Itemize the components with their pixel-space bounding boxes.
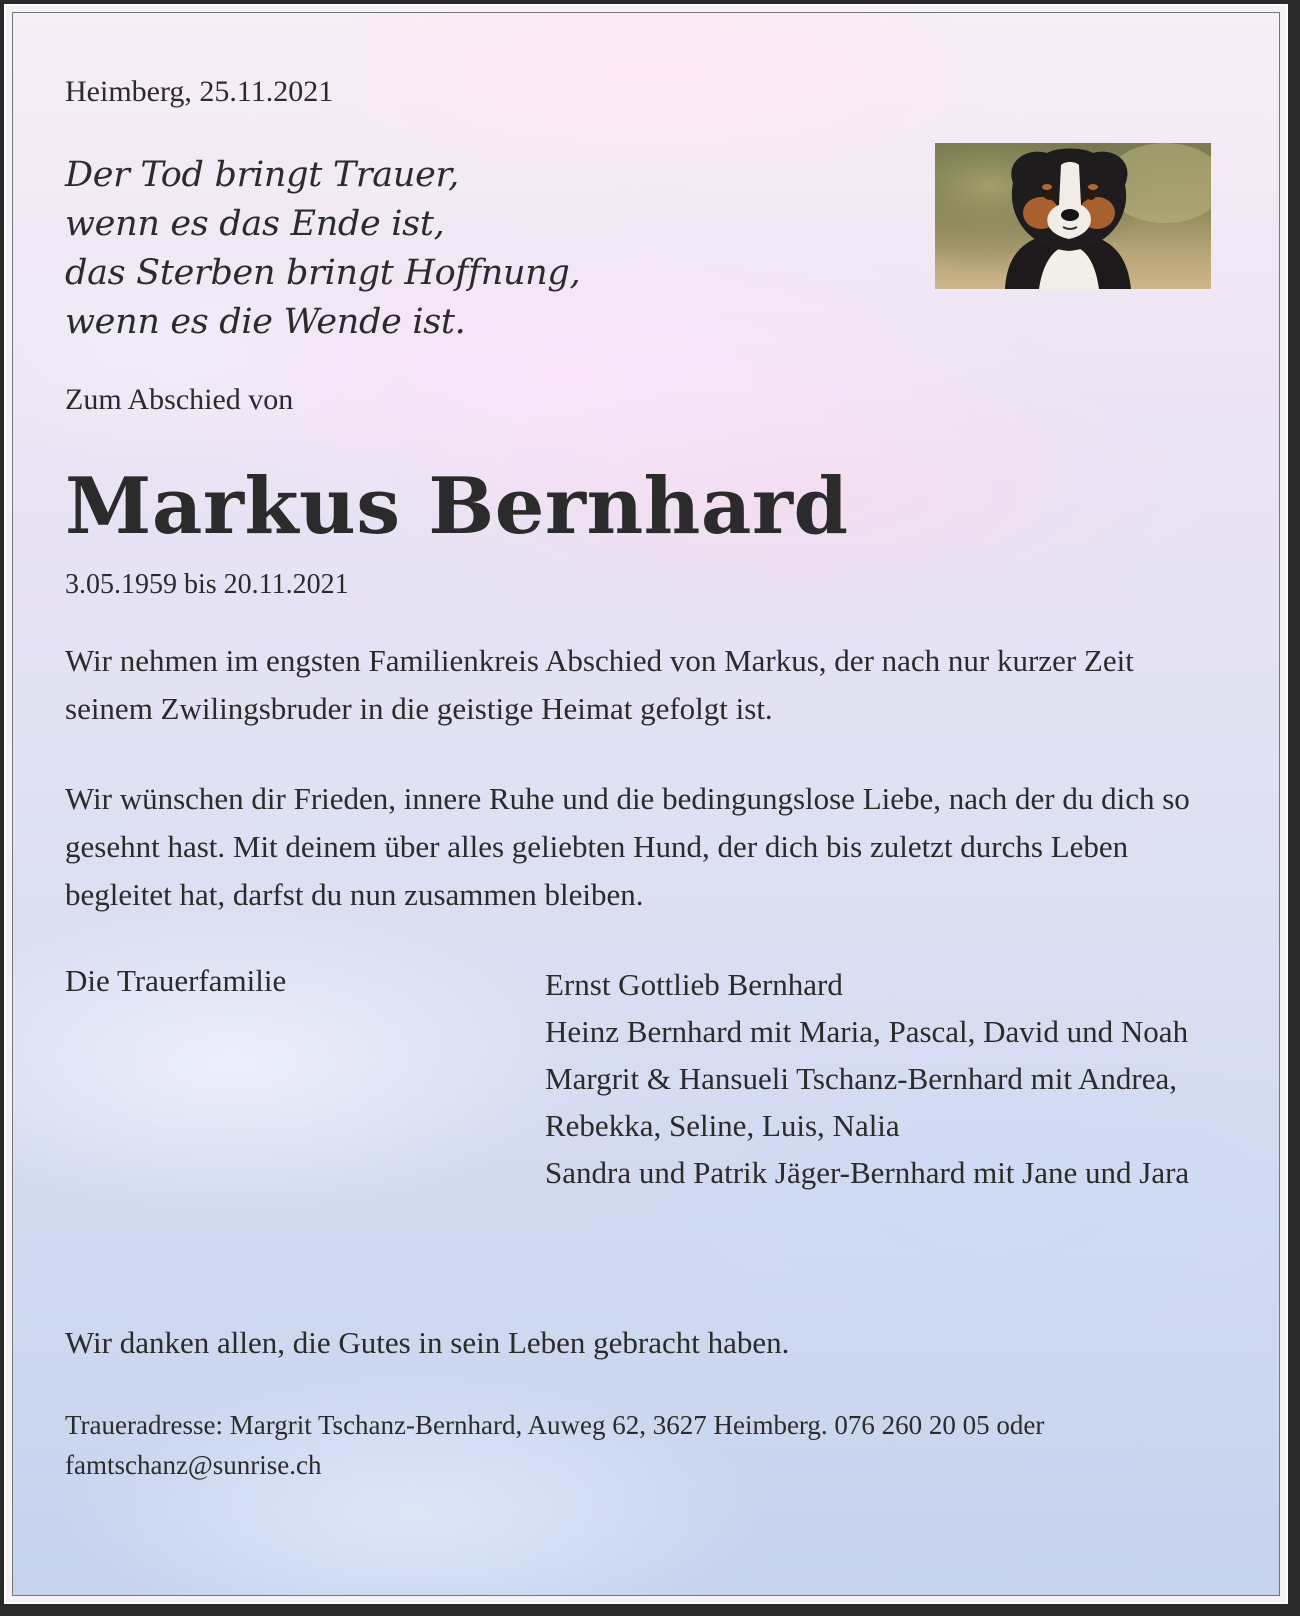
verse-line: das Sterben bringt Hoffnung, <box>65 253 581 293</box>
family-member: Margrit & Hansueli Tschanz-Bernhard mit Andrea, Rebekka, Seline, Luis, Nalia <box>545 1061 1178 1143</box>
family-members <box>545 961 1225 1196</box>
mourning-address: Traueradresse: Margrit Tschanz-Bernhard, Auweg 62, 3627 Heimberg. 076 260 20 05 oder famtschanz@sunrise.ch <box>65 1410 1045 1480</box>
family-member: Ernst Gottlieb Bernhard <box>545 967 843 1002</box>
notice-frame <box>4 4 1288 1604</box>
dog-photo <box>935 143 1211 289</box>
intro-text: Zum Abschied von <box>65 383 294 416</box>
obituary-card <box>12 12 1280 1596</box>
verse-line: wenn es das Ende ist, <box>65 204 445 244</box>
verse-line: wenn es die Wende ist. <box>65 302 466 342</box>
thanks-text: Wir danken allen, die Gutes in sein Leben gebracht haben. <box>65 1325 790 1360</box>
verse <box>65 151 580 347</box>
family-label: Die Trauerfamilie <box>65 963 287 998</box>
family-member: Sandra und Patrik Jäger-Bernhard mit Jane und Jara <box>545 1155 1190 1190</box>
paragraph: Wir wünschen dir Frieden, innere Ruhe und die bedingungslose Liebe, nach der du dich so gesehnt hast. Mit deinem über alles geliebten Hund, der dich bis zuletzt durchs Leben begleitet hat, darfst du nun zusammen bleiben. <box>65 781 1190 912</box>
verse-line: Der Tod bringt Trauer, <box>65 155 459 195</box>
paragraph: Wir nehmen im engsten Familienkreis Abschied von Markus, der nach nur kurzer Zeit seinem Zwilingsbruder in die geistige Heimat gefolgt ist. <box>65 643 1134 726</box>
place-date: Heimberg, 25.11.2021 <box>65 75 334 108</box>
family-member: Heinz Bernhard mit Maria, Pascal, David und Noah <box>545 1014 1189 1049</box>
deceased-name: Markus Bernhard <box>65 461 849 552</box>
life-dates: 3.05.1959 bis 20.11.2021 <box>65 569 349 600</box>
